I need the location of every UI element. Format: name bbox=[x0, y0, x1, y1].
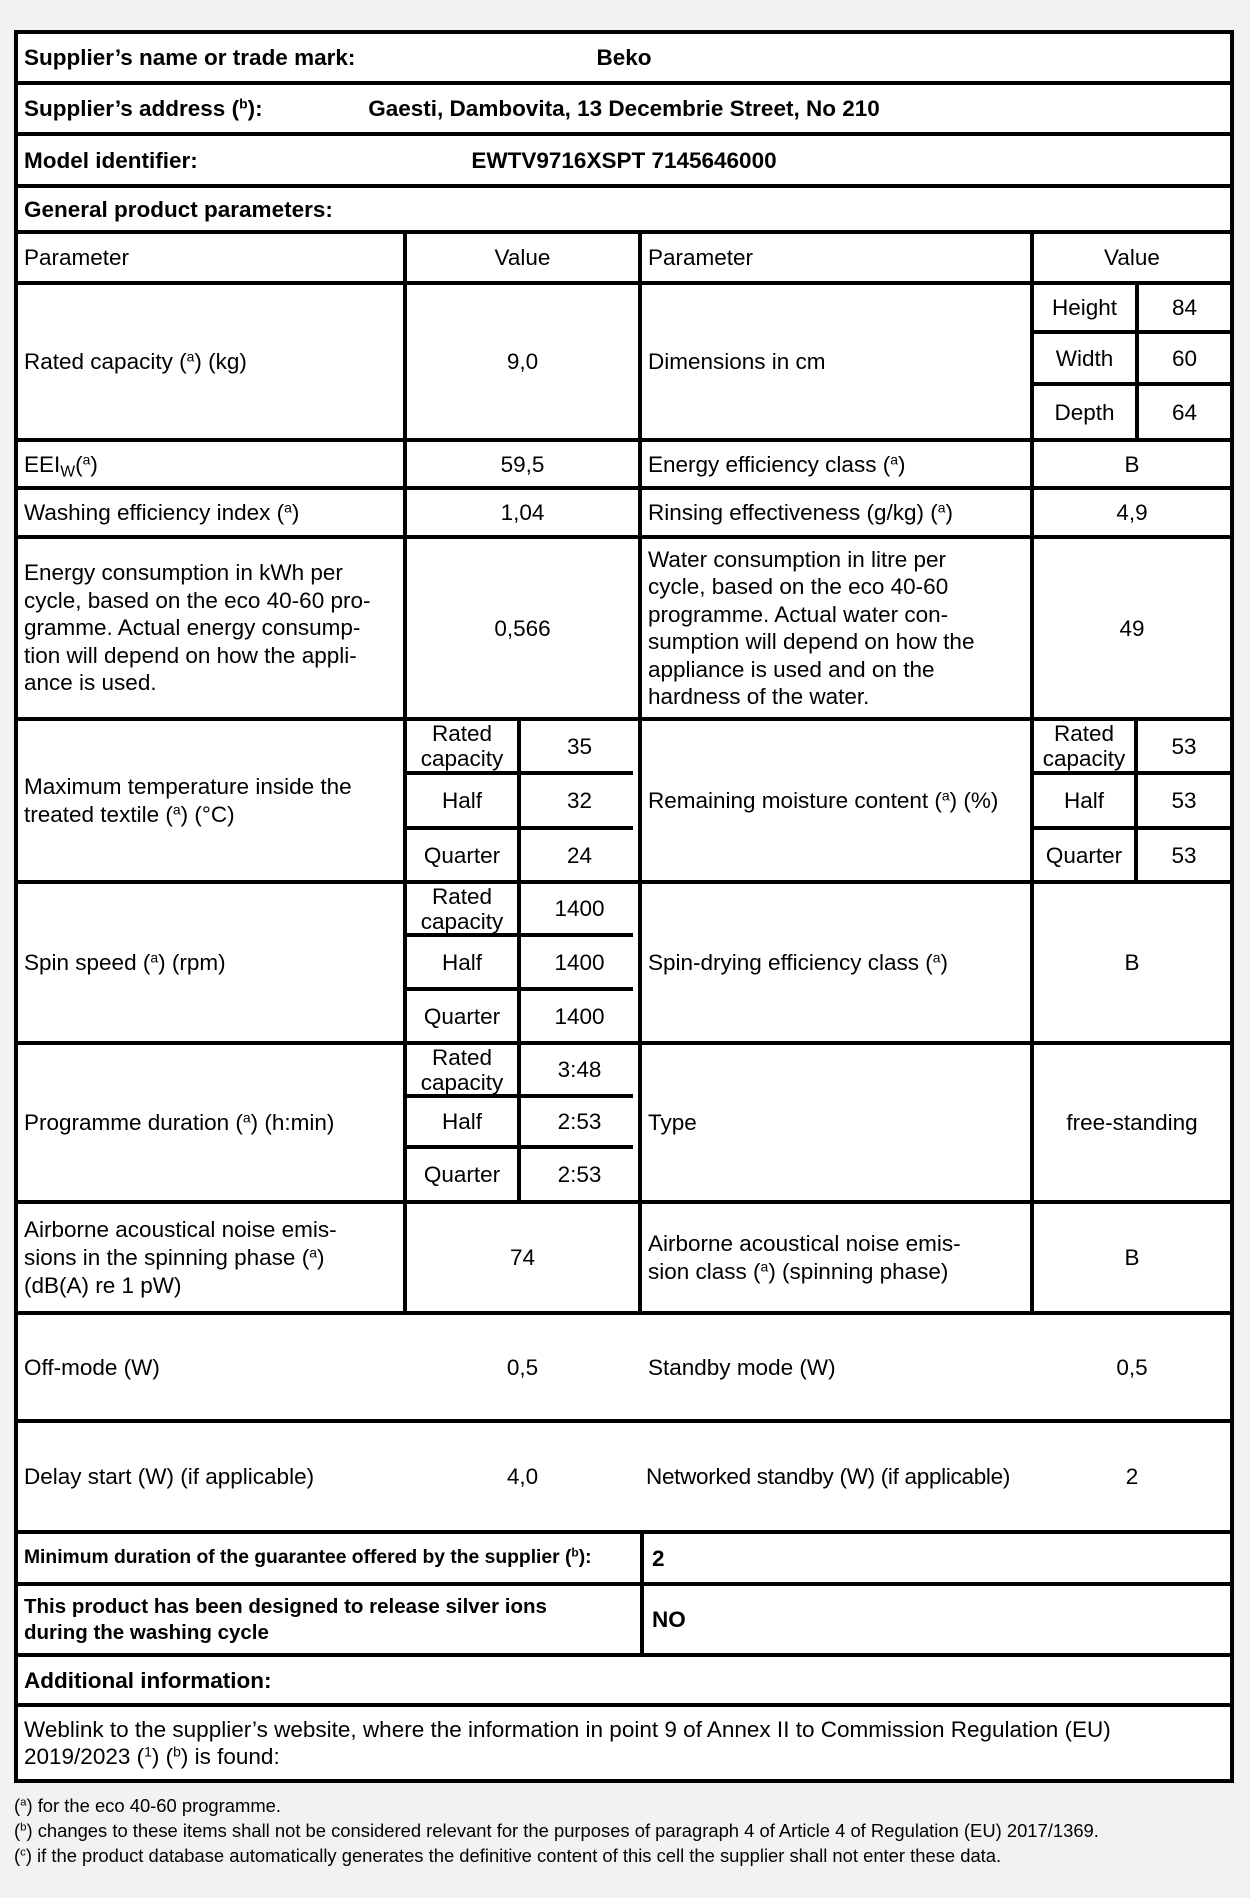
programme-duration-label: Programme duration ($^a$) (h:min) bbox=[24, 1109, 335, 1135]
silver-ions-label: This product has been designed to release silver ions during the washing cycle bbox=[24, 1594, 547, 1644]
spin-speed-rated-label: Rated capacity bbox=[420, 883, 504, 934]
max-temperature-half-label: Half bbox=[441, 788, 482, 813]
footnote-b: ($^b$) changes to these items shall not be considered relevant for the purposes of paragraph 4 of Article 4 of Regulation (EU) 2017/1369. bbox=[14, 1820, 1099, 1841]
rated-capacity-label: Rated capacity ($^a$) (kg) bbox=[24, 348, 247, 374]
column-header-parameter: Parameter bbox=[24, 245, 130, 270]
noise-class-value: B bbox=[1124, 1245, 1140, 1270]
spin-speed-half-label: Half bbox=[441, 949, 482, 975]
washing-efficiency-value: 1,04 bbox=[500, 500, 545, 525]
silver-ions-value: NO bbox=[652, 1607, 686, 1632]
programme-duration-quarter-value: 2:53 bbox=[557, 1162, 602, 1187]
energy-class-label: Energy efficiency class ($^a$) bbox=[648, 450, 906, 477]
general-parameters-heading: General product parameters: bbox=[24, 196, 333, 222]
spin-drying-class-label: Spin-drying efficiency class ($^a$) bbox=[648, 949, 948, 975]
remaining-moisture-rated-value: 53 bbox=[1171, 733, 1197, 759]
remaining-moisture-rated-label: Rated capacity bbox=[1042, 721, 1126, 771]
spin-drying-class-value: B bbox=[1124, 950, 1140, 975]
remaining-moisture-quarter-label: Quarter bbox=[1045, 842, 1123, 868]
remaining-moisture-label: Remaining moisture content ($^a$) (%) bbox=[648, 787, 999, 813]
off-mode-label: Off-mode (W) bbox=[24, 1354, 160, 1380]
footnote-a: ($^a$) for the eco 40-60 programme. bbox=[14, 1795, 281, 1816]
footnotes bbox=[14, 1793, 1236, 1868]
standby-mode-value: 0,5 bbox=[1116, 1354, 1148, 1380]
remaining-moisture-half-value: 53 bbox=[1171, 788, 1197, 813]
programme-duration-half-value: 2:53 bbox=[557, 1109, 602, 1134]
column-header-parameter-2: Parameter bbox=[648, 245, 754, 270]
delay-start-label: Delay start (W) (if applicable) bbox=[24, 1464, 315, 1489]
eei-label: $EEI_W(^a)$ bbox=[24, 450, 98, 480]
footnote-c: ($^c$) if the product database automatically generates the definitive content of this cell the supplier shall not enter these data. bbox=[14, 1845, 1002, 1866]
spin-speed-quarter-label: Quarter bbox=[423, 1003, 501, 1029]
guarantee-label: Minimum duration of the guarantee offered by the supplier ($^b$): bbox=[24, 1545, 592, 1569]
spin-speed-half-value: 1400 bbox=[554, 949, 605, 975]
column-header-value: Value bbox=[494, 245, 551, 270]
address-label: Supplier’s address ($^b$): bbox=[24, 95, 263, 121]
programme-duration-rated-value: 3:48 bbox=[557, 1057, 602, 1082]
depth-value: 64 bbox=[1171, 399, 1198, 425]
model-label: Model identifier: bbox=[24, 147, 198, 173]
max-temperature-quarter-label: Quarter bbox=[423, 842, 501, 868]
supplier-value: Beko bbox=[596, 45, 652, 70]
max-temperature-rated-value: 35 bbox=[566, 733, 593, 759]
address-value: Gaesti, Dambovita, 13 Decembrie Street, No 210 bbox=[368, 96, 880, 121]
height-label: Height bbox=[1051, 295, 1118, 320]
programme-duration-quarter-label: Quarter bbox=[423, 1162, 501, 1187]
width-value: 60 bbox=[1171, 345, 1198, 371]
rinsing-effectiveness-label: Rinsing effectiveness (g/kg) ($^a$) bbox=[648, 499, 953, 525]
dimensions-label: Dimensions in cm bbox=[648, 349, 826, 374]
networked-standby-value: 2 bbox=[1125, 1464, 1139, 1489]
networked-standby-label: Networked standby (W) (if applicable) bbox=[646, 1464, 1011, 1489]
supplier-label: Supplier’s name or trade mark: bbox=[24, 45, 356, 70]
spin-speed-quarter-value: 1400 bbox=[554, 1003, 605, 1029]
type-value: free-standing bbox=[1066, 1110, 1198, 1135]
eei-value: 59,5 bbox=[500, 451, 545, 477]
remaining-moisture-half-label: Half bbox=[1063, 788, 1104, 813]
water-consumption-value: 49 bbox=[1119, 615, 1145, 641]
delay-start-value: 4,0 bbox=[506, 1464, 539, 1489]
additional-information-heading: Additional information: bbox=[24, 1667, 272, 1693]
rated-capacity-value: 9,0 bbox=[506, 349, 539, 374]
off-mode-value: 0,5 bbox=[506, 1354, 539, 1380]
remaining-moisture-quarter-value: 53 bbox=[1171, 842, 1197, 868]
standby-mode-label: Standby mode (W) bbox=[648, 1354, 836, 1380]
type-label: Type bbox=[648, 1110, 697, 1135]
guarantee-value: 2 bbox=[652, 1545, 665, 1571]
noise-class-label: Airborne acoustical noise emis- sion class ($^a$) (spinning phase) bbox=[648, 1230, 961, 1284]
water-consumption-label: Water consumption in litre per cycle, based on the eco 40-60 programme. Actual water con- sumption will depend on how the appliance is used and on the hardness of the water. bbox=[648, 546, 975, 709]
energy-class-value: B bbox=[1124, 451, 1140, 477]
programme-duration-half-label: Half bbox=[441, 1109, 482, 1134]
washing-efficiency-label: Washing efficiency index ($^a$) bbox=[24, 499, 300, 525]
noise-emissions-value: 74 bbox=[509, 1245, 536, 1270]
height-value: 84 bbox=[1171, 295, 1198, 320]
model-value: EWTV9716XSPT 7145646000 bbox=[471, 147, 777, 173]
max-temperature-quarter-value: 24 bbox=[566, 842, 593, 868]
programme-duration-rated-label: Rated capacity bbox=[420, 1044, 504, 1095]
max-temperature-half-value: 32 bbox=[566, 788, 593, 813]
weblink-text: Weblink to the supplier’s website, where the information in point 9 of Annex II to Commission Regulation (EU) 2019/2023 ($^1$) ($^b$) is found: bbox=[24, 1717, 1111, 1769]
depth-label: Depth bbox=[1054, 399, 1115, 425]
rinsing-effectiveness-value: 4,9 bbox=[1116, 500, 1148, 525]
max-temperature-label: Maximum temperature inside the treated textile ($^a$) (°C) bbox=[24, 774, 352, 827]
spin-speed-label: Spin speed ($^a$) (rpm) bbox=[24, 949, 226, 975]
energy-consumption-value: 0,566 bbox=[494, 615, 551, 641]
energy-consumption-label: Energy consumption in kWh per cycle, based on the eco 40-60 pro- gramme. Actual energy consump- tion will depend on how the appli- ance is used. bbox=[24, 560, 371, 696]
max-temperature-rated-label: Rated capacity bbox=[420, 721, 504, 771]
product-information-sheet bbox=[14, 30, 1234, 1783]
column-header-value-2: Value bbox=[1104, 245, 1160, 270]
noise-emissions-label: Airborne acoustical noise emis- sions in the spinning phase ($^a$) (dB(A) re 1 pW) bbox=[24, 1216, 337, 1298]
width-label: Width bbox=[1055, 345, 1114, 371]
spin-speed-rated-value: 1400 bbox=[554, 896, 605, 921]
